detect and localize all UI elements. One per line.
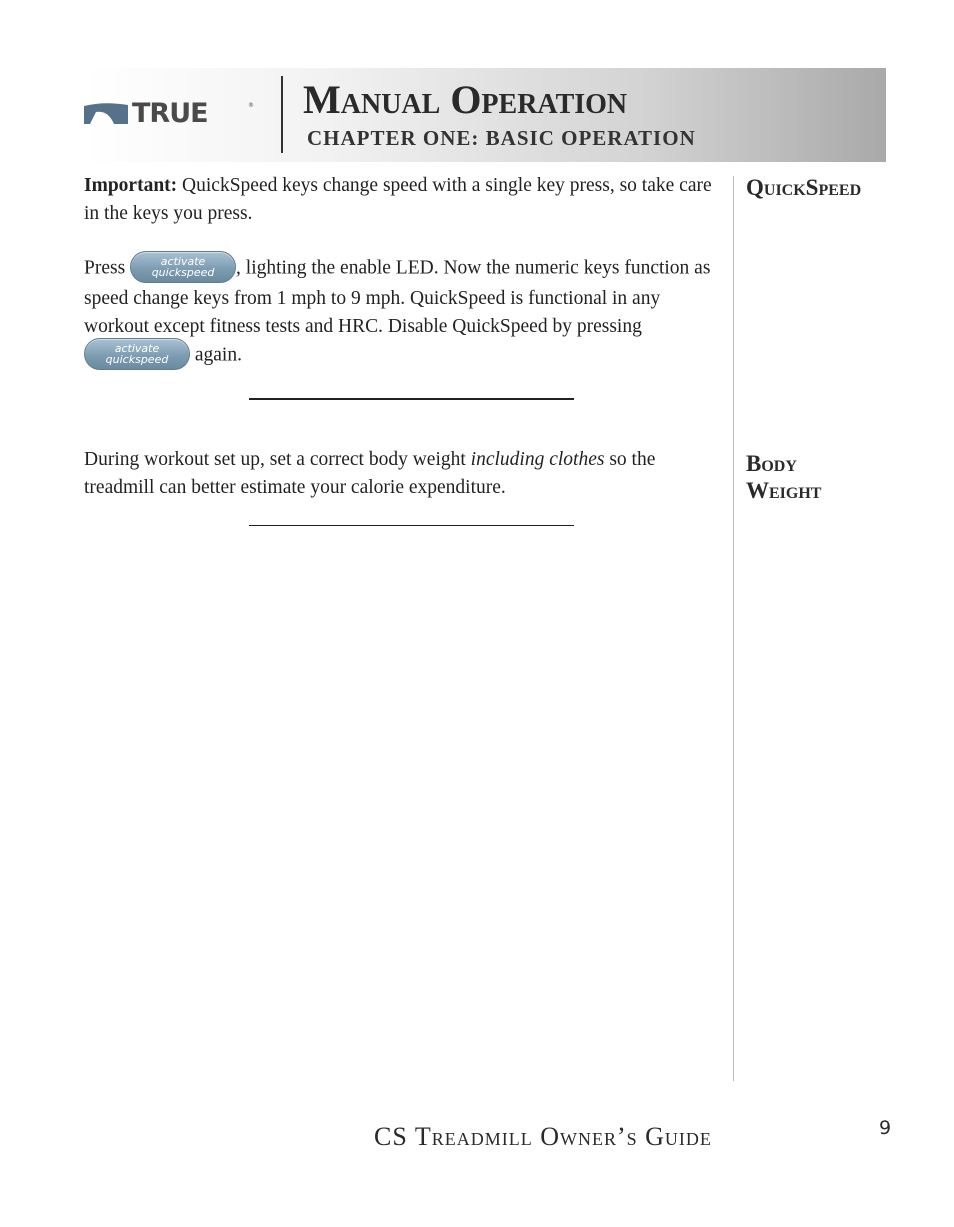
- sidebar-label-line1: Body: [746, 451, 797, 476]
- body-weight-paragraph: [84, 446, 720, 501]
- important-text: QuickSpeed keys change speed with a single key press, so take care in the keys you press.: [84, 175, 712, 224]
- activate-quickspeed-key-icon: [84, 338, 190, 370]
- press-mid: , lighting the enable LED. Now the numeric keys function as speed change keys from 1 mph to 9 mph. QuickSpeed is functional in any workout except fitness tests and HRC. Disable QuickSpeed by pressing: [84, 257, 711, 337]
- section-divider: [249, 525, 574, 526]
- key-label-line2: quickspeed: [151, 266, 215, 279]
- page-title: Manual Operation: [303, 77, 628, 122]
- key-label-line1: activate: [160, 255, 206, 268]
- important-label: Important:: [84, 175, 178, 196]
- trademark-mark: ®: [248, 102, 254, 109]
- header-divider: [281, 76, 283, 153]
- important-note: [84, 172, 720, 227]
- quickspeed-paragraph: [84, 253, 720, 372]
- press-suffix: again.: [190, 344, 242, 366]
- body-weight-text-after: so the treadmill can better estimate your calorie expenditure.: [84, 449, 656, 498]
- page-number: 9: [879, 1117, 892, 1139]
- body-weight-emphasis: including clothes: [470, 449, 605, 470]
- true-logo-mark-icon: [84, 102, 128, 124]
- body-weight-text-before: During workout set up, set a correct body weight: [84, 449, 471, 470]
- chapter-subtitle: CHAPTER ONE: BASIC OPERATION: [307, 126, 696, 150]
- sidebar-label-line2: Weight: [746, 478, 822, 503]
- logo-text: TRUE: [132, 98, 208, 129]
- sidebar-label-quickspeed: QuickSpeed: [746, 175, 862, 200]
- sidebar-label-body-weight: [746, 450, 821, 504]
- footer-guide-title: CS Treadmill Owner’s Guide: [374, 1122, 712, 1151]
- section-divider: [249, 398, 574, 400]
- key-label-line1: activate: [114, 342, 160, 355]
- true-logo: [84, 98, 254, 129]
- activate-quickspeed-key-icon: [130, 251, 236, 283]
- press-prefix: Press: [84, 257, 131, 279]
- key-label-line2: quickspeed: [105, 353, 169, 366]
- sidebar-divider: [733, 176, 734, 1081]
